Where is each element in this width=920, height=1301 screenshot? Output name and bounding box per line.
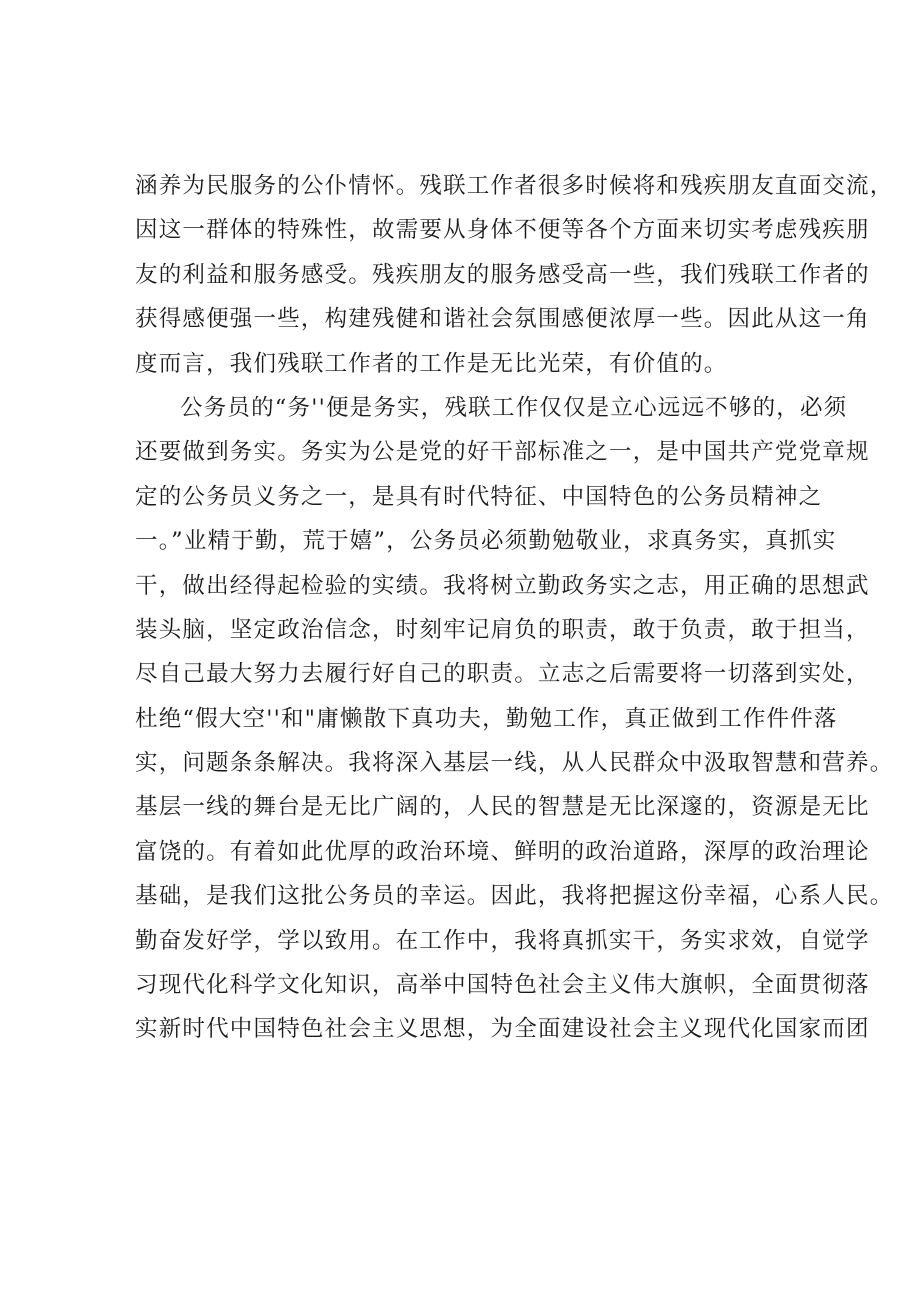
text-line: 干，做出经得起检验的实绩。我将树立勤政务实之志，用正确的思想武 bbox=[135, 572, 870, 599]
text-line: 杜绝“假大空''和"庸懒散下真功夫，勤勉工作，真正做到工作件件落 bbox=[135, 705, 838, 732]
text-line: 基础，是我们这批公务员的幸运。因此，我将把握这份幸福，心系人民。 bbox=[135, 883, 894, 910]
text-line: 基层一线的舞台是无比广阔的，人民的智慧是无比深邃的，资源是无比 bbox=[135, 794, 870, 821]
text-line: 还要做到务实。务实为公是党的好干部标准之一，是中国共产党党章规 bbox=[135, 439, 870, 466]
text-line: 涵养为民服务的公仆情怀。残联工作者很多时候将和残疾朋友直面交流， bbox=[135, 173, 894, 199]
text-line: 勤奋发好学，学以致用。在工作中，我将真抓实干，务实求效，自觉学 bbox=[135, 927, 870, 954]
paragraph-first-line: 公务员的“务''便是务实，残联工作仅仅是立心远远不够的，必须 bbox=[180, 394, 848, 421]
text-line: 尽自己最大努力去履行好自己的职责。立志之后需要将一切落到实处， bbox=[135, 661, 870, 688]
text-line: 习现代化科学文化知识，高举中国特色社会主义伟大旗帜，全面贯彻落 bbox=[135, 972, 870, 999]
text-line: 度而言，我们残联工作者的工作是无比光荣，有价值的。 bbox=[135, 350, 728, 377]
text-line: 富饶的。有着如此优厚的政治环境、鲜明的政治道路，深厚的政治理论 bbox=[135, 838, 870, 865]
text-line: 一。”业精于勤，荒于嬉”，公务员必须勤勉敬业，求真务实，真抓实 bbox=[135, 528, 837, 555]
body-text bbox=[135, 164, 894, 1052]
text-line: 获得感便强一些，构建残健和谐社会氛围感便浓厚一些。因此从这一角 bbox=[135, 306, 870, 333]
text-line: 因这一群体的特殊性，故需要从身体不便等各个方面来切实考虑残疾朋 bbox=[135, 217, 870, 244]
text-line: 实新时代中国特色社会主义思想，为全面建设社会主义现代化国家而团 bbox=[135, 1016, 870, 1043]
text-line: 定的公务员义务之一，是具有时代特征、中国特色的公务员精神之 bbox=[135, 483, 823, 510]
text-line: 装头脑，坚定政治信念，时刻牢记肩负的职责，敢于负责，敢于担当， bbox=[135, 616, 870, 643]
text-line: 友的利益和服务感受。残疾朋友的服务感受高一些，我们残联工作者的 bbox=[135, 261, 870, 288]
text-line: 实，问题条条解决。我将深入基层一线，从人民群众中汲取智慧和营养。 bbox=[135, 750, 894, 777]
